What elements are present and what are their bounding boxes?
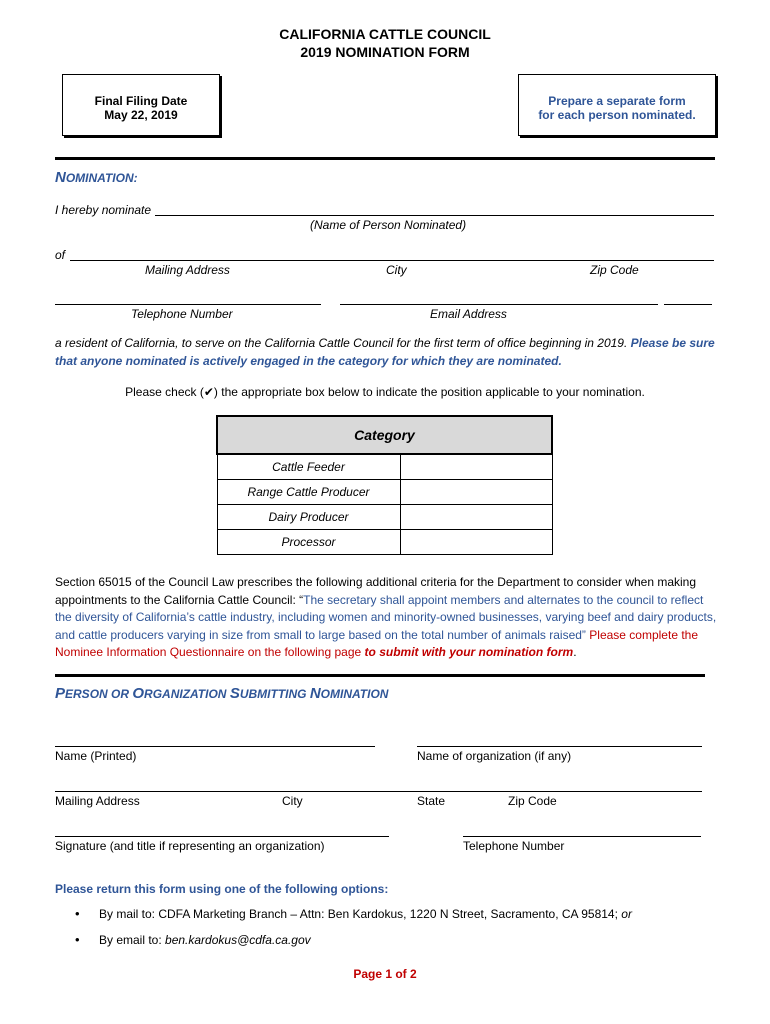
section-quote: The secretary shall appoint members and alternates to the council to reflect the diversity of California’s cattle industry, including women and minority-owned businesses, varying beef and dairy products, and cattle producers varying in size from small to large based on the total number of animals raised” (55, 592, 717, 642)
mail-option-or: or (621, 907, 632, 921)
be-sure-notice: Please be sure that anyone nominated is actively engaged in the category for which they are nominated. (55, 336, 715, 368)
submitter-phone-field[interactable] (463, 836, 701, 837)
category-header: Category (217, 416, 552, 454)
submitter-phone-label: Telephone Number (463, 839, 565, 853)
table-row (217, 454, 552, 480)
email-option-prefix: By email to: (99, 933, 166, 947)
nominee-email-field-end[interactable] (664, 304, 712, 305)
heading-rest: UBMITTING (239, 687, 310, 701)
nominee-name-field[interactable] (155, 215, 714, 216)
name-printed-label: Name (Printed) (55, 749, 137, 763)
heading-initial: N (309, 685, 321, 702)
nomination-heading (55, 169, 138, 186)
category-cattle-feeder-label: Cattle Feeder (217, 454, 400, 480)
heading-rest: ERSON OR (65, 687, 133, 701)
category-table (216, 415, 553, 555)
section-end: . (573, 645, 577, 659)
section-divider-top (55, 157, 715, 160)
heading-initial: O (132, 685, 145, 702)
heading-rest: OMINATION (320, 687, 389, 701)
category-processor-checkbox[interactable] (400, 530, 552, 555)
return-options-list (55, 907, 720, 959)
resident-text: a resident of California, to serve on the California Cattle Council for the first term of office beginning in 2019. (55, 336, 628, 350)
form-title-line1: CALIFORNIA CATTLE COUNCIL (279, 26, 491, 42)
hereby-nominate-label: I hereby nominate (55, 203, 152, 217)
submitter-zip-label: Zip Code (508, 794, 557, 808)
email-caption: Email Address (430, 307, 507, 321)
section-intro: Section 65015 of the Council Law prescribes the following additional criteria for the Department to consider when making appointments to the California Cattle Council: “ (55, 575, 697, 607)
heading-initial: S (229, 685, 240, 702)
final-filing-date-box (62, 74, 220, 136)
submitter-mailing-label: Mailing Address (55, 794, 140, 808)
submitter-city-label: City (282, 794, 303, 808)
heading-rest: RGANIZATION (144, 687, 230, 701)
nomination-heading-rest: OMINATION: (65, 171, 138, 185)
separate-form-line2: for each person nominated. (538, 108, 696, 122)
category-dairy-label: Dairy Producer (217, 505, 400, 530)
mail-option-text: By mail to: CDFA Marketing Branch – Attn: Ben Kardokus, 1220 N Street, Sacramento, CA 95814; (99, 907, 622, 921)
table-row (217, 480, 552, 505)
table-row (217, 530, 552, 555)
nominee-name-caption: (Name of Person Nominated) (310, 218, 467, 232)
list-item (55, 933, 720, 947)
separate-form-line1: Prepare a separate form (548, 94, 686, 108)
category-processor-label: Processor (217, 530, 400, 555)
submitter-name-field[interactable] (55, 746, 375, 747)
category-range-cattle-checkbox[interactable] (400, 480, 552, 505)
separate-form-notice-box (518, 74, 716, 136)
table-row (217, 505, 552, 530)
signature-label: Signature (and title if representing an organization) (55, 839, 325, 853)
page-number: Page 1 of 2 (353, 967, 417, 981)
telephone-caption: Telephone Number (131, 307, 233, 321)
nominee-email-field[interactable] (340, 304, 658, 305)
category-range-cattle-label: Range Cattle Producer (217, 480, 400, 505)
form-title-line2: 2019 NOMINATION FORM (300, 44, 470, 60)
category-dairy-checkbox[interactable] (400, 505, 552, 530)
list-item (55, 907, 720, 921)
nominee-phone-field[interactable] (55, 304, 321, 305)
city-caption: City (386, 263, 407, 277)
submitter-org-field[interactable] (417, 746, 702, 747)
return-options-heading: Please return this form using one of the following options: (55, 882, 389, 896)
questionnaire-emphasis: to submit with your nomination form (364, 645, 574, 659)
org-name-label: Name of organization (if any) (417, 749, 572, 763)
submitter-state-label: State (417, 794, 446, 808)
nominee-address-field[interactable] (70, 260, 714, 261)
zip-code-caption: Zip Code (590, 263, 639, 277)
of-label: of (55, 248, 66, 262)
submitter-address-field[interactable] (55, 791, 702, 792)
email-address-link[interactable]: ben.kardokus@cdfa.ca.gov (165, 933, 311, 947)
nomination-heading-initial: N (55, 169, 66, 186)
section-65015-paragraph (55, 574, 720, 662)
category-cattle-feeder-checkbox[interactable] (400, 454, 552, 480)
heading-initial: P (55, 685, 66, 702)
section-divider-middle (55, 674, 705, 677)
submitter-heading (55, 685, 388, 702)
resident-statement (55, 335, 720, 370)
filing-date-label: Final Filing Date (94, 94, 188, 108)
mailing-address-caption: Mailing Address (145, 263, 230, 277)
signature-field[interactable] (55, 836, 389, 837)
filing-date-value: May 22, 2019 (104, 108, 178, 122)
check-instruction: Please check (✔) the appropriate box below to indicate the position applicable to your nomination. (125, 385, 645, 399)
questionnaire-notice: Please complete the Nominee Information Questionnaire on the following page (55, 627, 699, 659)
